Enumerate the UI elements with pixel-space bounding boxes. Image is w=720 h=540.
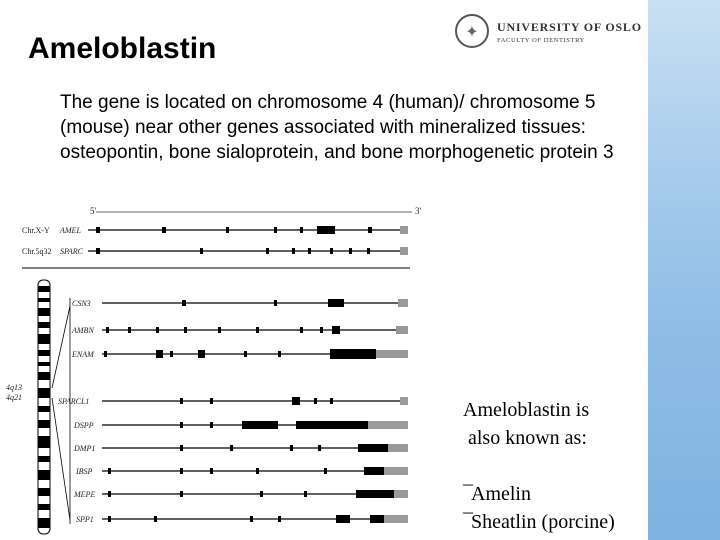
chrom-label: Chr.5q32 (22, 247, 52, 256)
five-prime-label: 5' (90, 206, 97, 216)
logo-faculty-name: FACULTY OF DENTISTRY (497, 37, 585, 44)
exon (304, 491, 307, 497)
exon (230, 445, 233, 451)
exon (218, 327, 221, 333)
exon (292, 397, 300, 405)
band (38, 470, 50, 480)
exon (317, 226, 335, 234)
exon (156, 327, 159, 333)
band (38, 334, 50, 344)
band (38, 372, 50, 380)
alias-text: Sheatlin (porcine) (471, 511, 615, 533)
band (38, 350, 50, 356)
university-logo (455, 14, 642, 50)
exon (330, 398, 333, 404)
exon (170, 351, 173, 357)
gene-map-figure (4, 202, 444, 538)
cluster-row-spp1 (76, 515, 408, 524)
exon (180, 468, 183, 474)
exon (336, 515, 350, 523)
utr (400, 397, 408, 405)
exon (154, 516, 157, 522)
exon (300, 227, 303, 233)
exon (332, 326, 340, 334)
band-label: 4q13 (6, 383, 22, 392)
cluster-row-dmp1 (73, 444, 408, 453)
exon (210, 398, 213, 404)
gene-label: MEPE (74, 490, 96, 499)
exon (320, 327, 323, 333)
utr (394, 490, 408, 498)
gene-label: IBSP (76, 467, 93, 476)
exon (274, 300, 277, 306)
cluster-row-sparcl1 (58, 397, 408, 406)
decorative-side-panel (648, 0, 720, 540)
utr (384, 467, 408, 475)
exon (128, 327, 131, 333)
utr (384, 515, 408, 523)
exon (180, 398, 183, 404)
band (38, 322, 50, 328)
exon (180, 491, 183, 497)
slide-body-text: The gene is located on chromosome 4 (human)/ chromosome 5 (mouse) near other genes associated with mineralized tissues: osteopontin, bone sialoprotein, and bone morphogenetic protein 3 (60, 92, 614, 163)
bullet-glyph: ¯ (463, 483, 473, 505)
slide-title: Ameloblastin (28, 32, 217, 65)
exon (314, 398, 317, 404)
band (38, 286, 50, 292)
band (38, 436, 50, 448)
alias-text: Amelin (471, 483, 531, 505)
exon (210, 468, 213, 474)
utr (400, 226, 408, 234)
three-prime-label: 3' (415, 206, 422, 216)
gene-label: SPARCL1 (58, 397, 90, 406)
logo-university-name: UNIVERSITY OF OSLO (497, 20, 642, 34)
exon (296, 421, 368, 429)
exon (292, 248, 295, 254)
exon (244, 351, 247, 357)
aside-spacer (463, 452, 615, 480)
exon (328, 299, 344, 307)
exon (278, 516, 281, 522)
top-row-amel (22, 226, 408, 235)
cluster-row-dspp (73, 421, 408, 430)
exon (106, 327, 109, 333)
exon (318, 445, 321, 451)
band (38, 308, 50, 316)
utr (400, 247, 408, 255)
band (38, 504, 50, 510)
aside-line: also known as: (463, 427, 587, 449)
utr (368, 421, 408, 429)
band-label: 4q21 (6, 393, 22, 402)
utr (376, 350, 408, 358)
exon (330, 248, 333, 254)
cluster-row-csn3 (72, 299, 408, 308)
gene-label: AMBN (72, 326, 94, 335)
exon (162, 227, 166, 233)
chrom-label: Chr.X-Y (22, 226, 50, 235)
exon (266, 248, 269, 254)
exon (226, 227, 229, 233)
seal-icon: ✦ (455, 14, 489, 48)
gene-label: CSN3 (72, 299, 91, 308)
cluster-row-ibsp (75, 467, 408, 476)
exon (180, 445, 183, 451)
exon (108, 516, 111, 522)
gene-label: DMP1 (74, 444, 96, 453)
utr (398, 299, 408, 307)
exon (108, 468, 111, 474)
band (38, 456, 50, 462)
exon (96, 248, 100, 254)
band (38, 298, 50, 302)
exon (200, 248, 203, 254)
exon (242, 421, 278, 429)
band (38, 388, 50, 398)
exon (210, 422, 213, 428)
exon (330, 349, 376, 359)
exon (256, 327, 259, 333)
top-row-sparc (22, 247, 408, 256)
exon (156, 350, 163, 358)
bullet-glyph: ¯ (463, 511, 473, 533)
exon (260, 491, 263, 497)
exon (180, 422, 183, 428)
aside-line: Ameloblastin is (463, 399, 590, 421)
gene-label: DSPP (74, 421, 94, 430)
zoom-connector-top (52, 306, 70, 388)
exon (256, 468, 259, 474)
exon (358, 444, 388, 452)
exon (370, 515, 384, 523)
band (38, 362, 50, 366)
exon (104, 351, 107, 357)
exon (368, 227, 372, 233)
exon (367, 248, 370, 254)
band (38, 488, 50, 496)
cluster-row-ambn (71, 326, 408, 335)
utr (388, 444, 408, 452)
exon (300, 327, 303, 333)
cluster-row-mepe (73, 490, 408, 499)
band (38, 406, 50, 412)
exon (250, 516, 253, 522)
cluster-row-enam (71, 349, 408, 359)
exon (324, 468, 327, 474)
exon (364, 467, 384, 475)
band (38, 420, 50, 428)
exon (278, 351, 281, 357)
exon (96, 227, 100, 233)
exon (308, 248, 311, 254)
exon (290, 445, 293, 451)
band (38, 518, 50, 528)
gene-label: AMEL (60, 226, 81, 235)
zoom-connector-bottom (52, 398, 70, 520)
exon (182, 300, 186, 306)
gene-label: ENAM (72, 350, 94, 359)
gene-label: SPP1 (76, 515, 94, 524)
exon (198, 350, 205, 358)
aside-text-block (463, 396, 615, 536)
exon (356, 490, 394, 498)
alias-list-item (463, 508, 615, 536)
exon (184, 327, 187, 333)
gene-label: SPARC (60, 247, 83, 256)
alias-list-item (463, 480, 615, 508)
exon (349, 248, 352, 254)
exon (274, 227, 277, 233)
exon (108, 491, 111, 497)
chromosome-ideogram (6, 280, 70, 534)
utr (396, 326, 408, 334)
